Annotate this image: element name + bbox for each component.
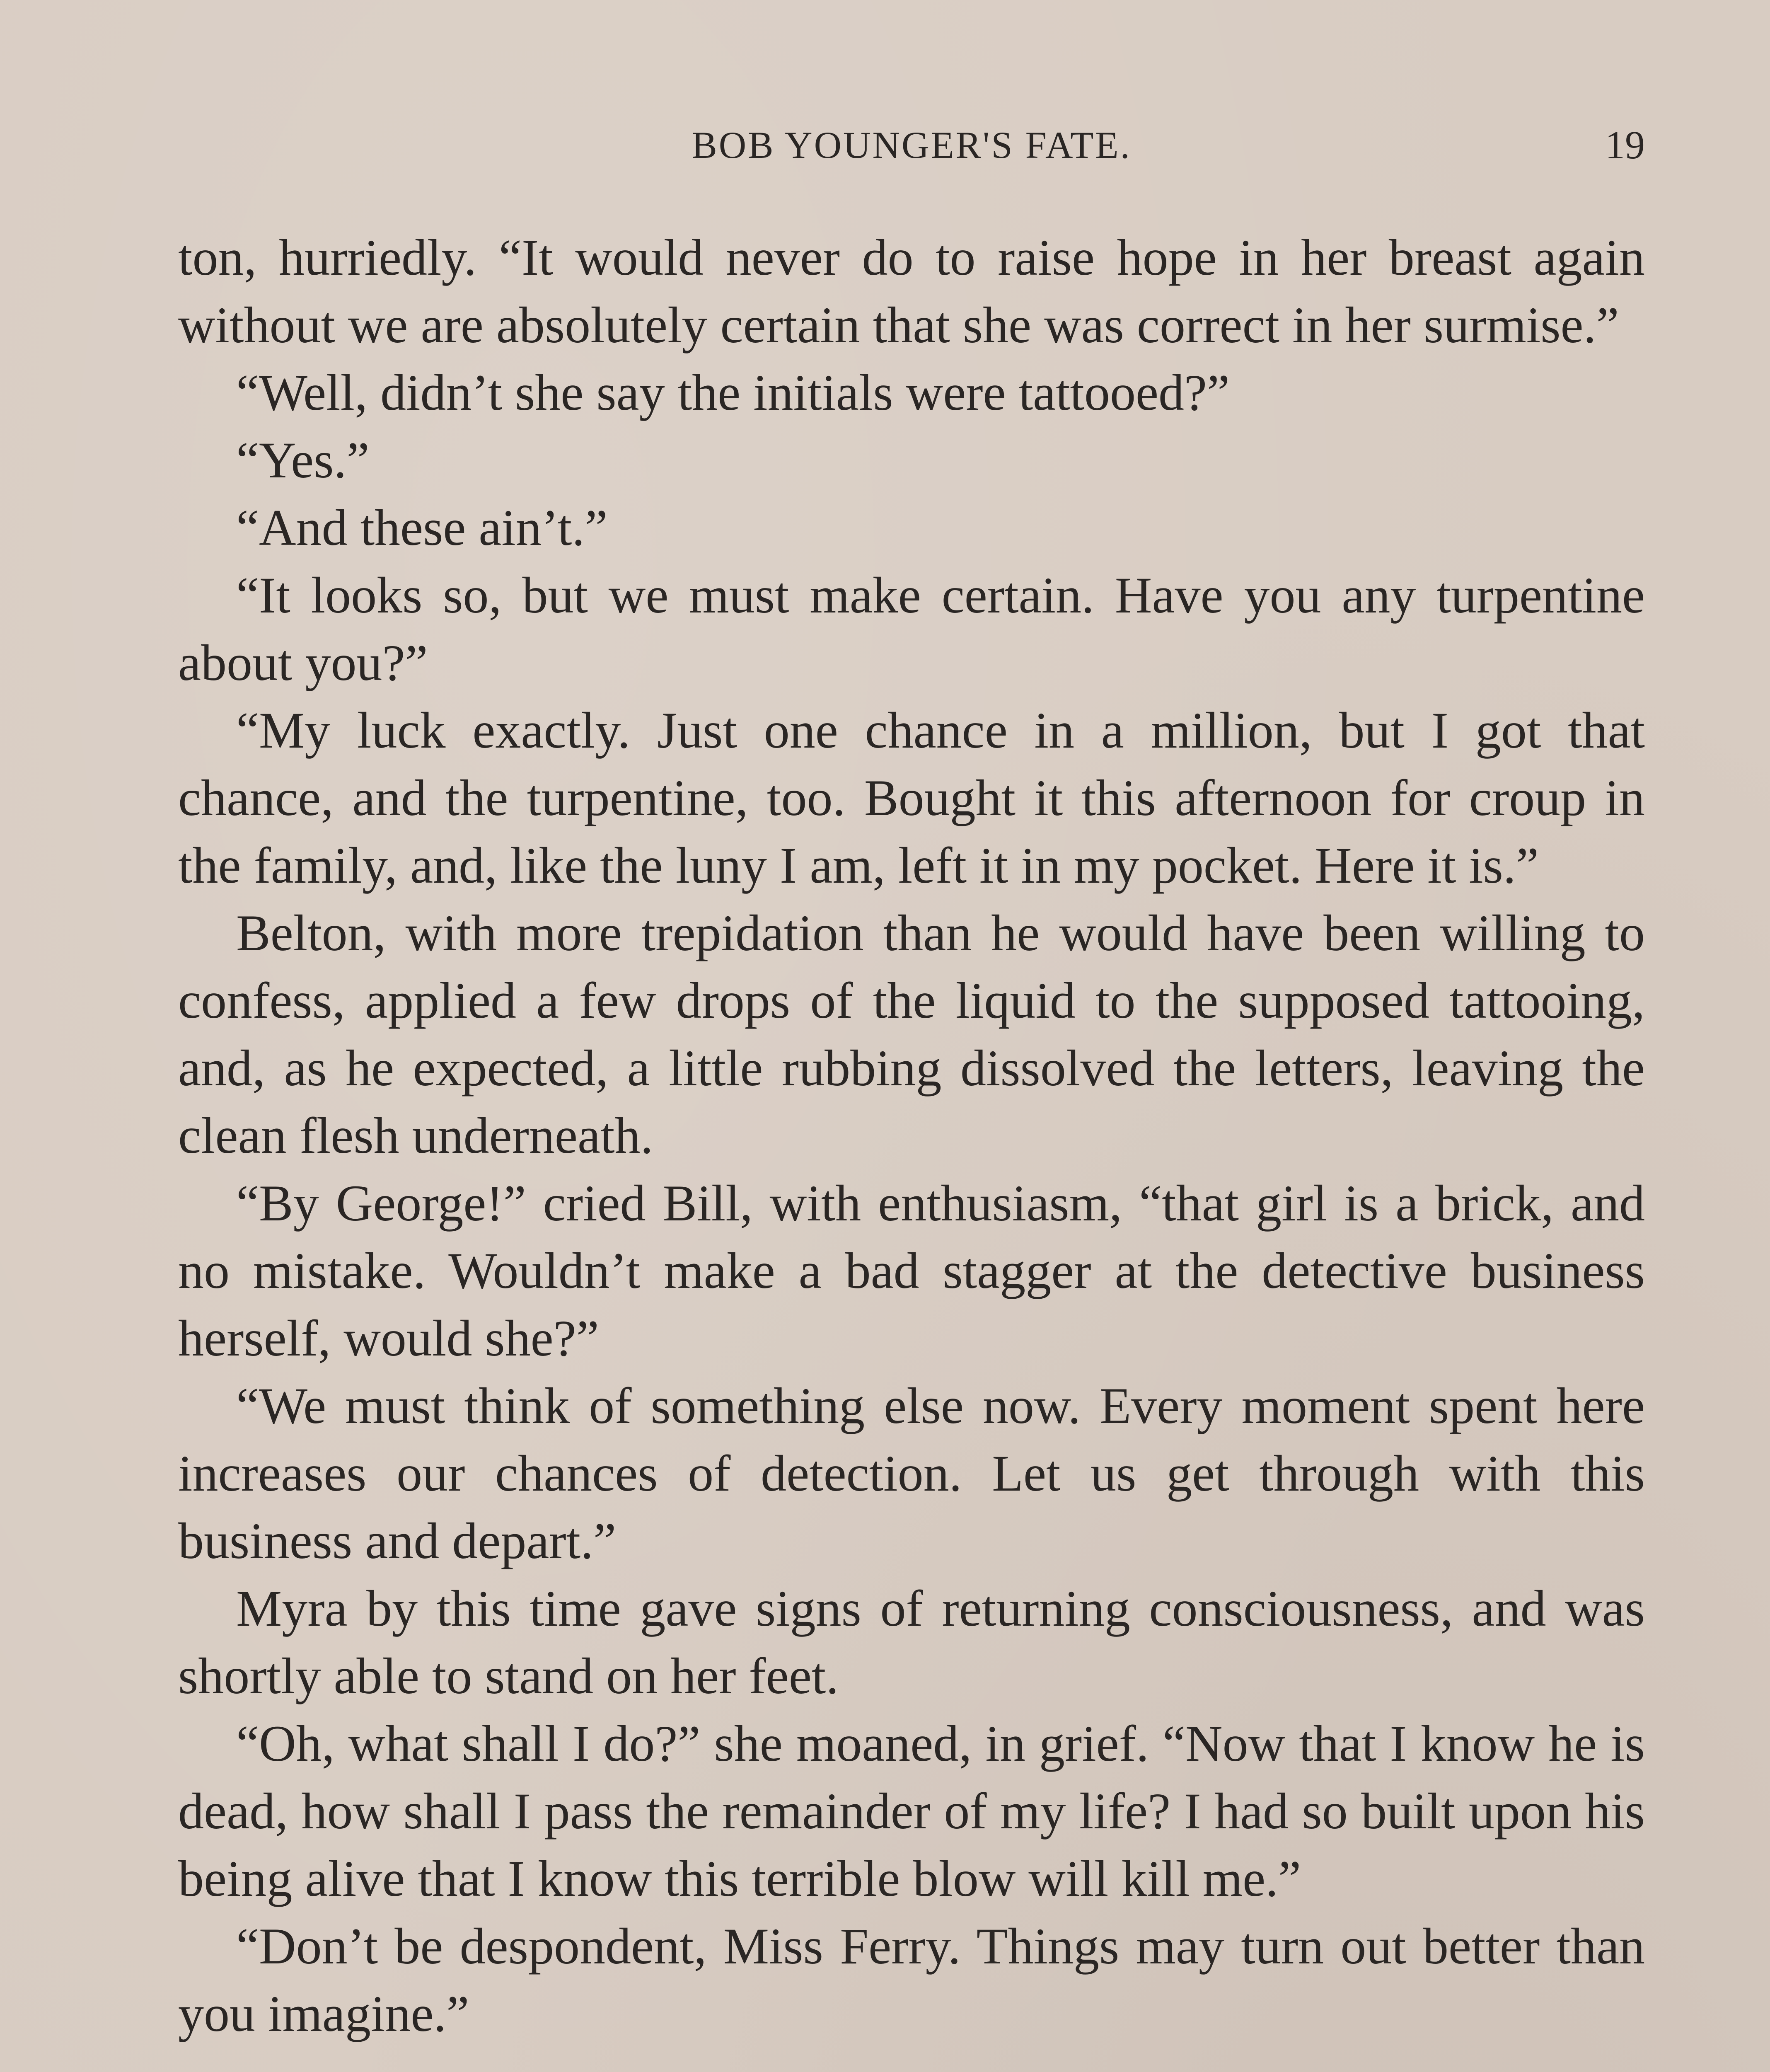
page-number: 19 xyxy=(1605,123,1645,167)
paragraph: “We must think of something else now. Every moment spent here increases our chances of detection. Let us get through with this business and depart.” xyxy=(178,1377,1645,1569)
paragraph: “By George!” cried Bill, with enthusiasm, “that girl is a brick, and no mistake. Wouldn’t make a bad stagger at the detective business herself, would she?” xyxy=(178,1175,1645,1367)
paragraph: “Yes.” xyxy=(236,432,370,489)
paragraph: Belton, with more trepidation than he would have been willing to confess, applied a few drops of the liquid to the supposed tattooing, and, as he expected, a little rubbing dissolved the letters, leaving the clean flesh underneath. xyxy=(178,905,1645,1164)
page-header xyxy=(178,120,1645,170)
paragraph: “And these ain’t.” xyxy=(236,499,608,556)
paragraph: ton, hurriedly. “It would never do to raise hope in her breast again without we are absolutely certain that she was correct in her surmise.” xyxy=(178,229,1645,353)
running-head: BOB YOUNGER'S FATE. xyxy=(692,124,1132,166)
paragraph: “It looks so, but we must make certain. Have you any turpentine about you?” xyxy=(178,567,1645,691)
body-text xyxy=(178,224,1645,2048)
paragraph: “Well, didn’t she say the initials were tattooed?” xyxy=(236,364,1230,421)
paragraph: “Don’t be despondent, Miss Ferry. Things may turn out better than you imagine.” xyxy=(178,1918,1645,2042)
paragraph: “Oh, what shall I do?” she moaned, in grief. “Now that I know he is dead, how shall I pass the remainder of my life? I had so built upon his being alive that I know this terrible blow will kill me.” xyxy=(178,1715,1645,1907)
paragraph: “My luck exactly. Just one chance in a million, but I got that chance, and the turpentine, too. Bought it this afternoon for croup in the family, and, like the luny I am, left it in my pocket. Here it is.” xyxy=(178,702,1645,894)
paragraph: Myra by this time gave signs of returning consciousness, and was shortly able to stand on her feet. xyxy=(178,1580,1645,1704)
